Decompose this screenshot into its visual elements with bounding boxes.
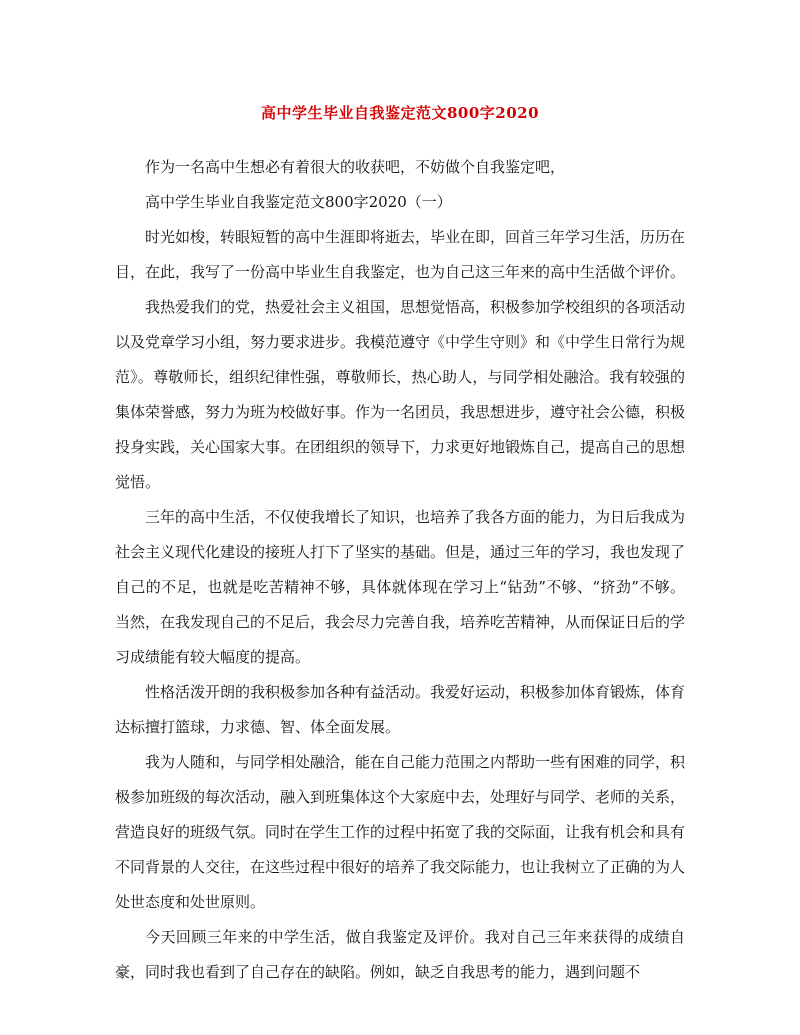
paragraph: 时光如梭，转眼短暂的高中生涯即将逝去，毕业在即，回首三年学习生活，历历在目，在此，我写了一份高中毕业生自我鉴定，也为自己这三年来的高中生活做个评价。 bbox=[115, 228, 686, 281]
paragraph: 我为人随和，与同学相处融洽，能在自己能力范围之内帮助一些有困难的同学，积极参加班级的每次活动，融入到班集体这个大家庭中去，处理好与同学、老师的关系，营造良好的班级气氛。同时在学生工作的过程中拓宽了我的交际面，让我有机会和具有不同背景的人交往，在这些过程中很好的培养了我交际能力，也让我树立了正确的为人处世态度和处世原则。 bbox=[115, 753, 686, 911]
paragraph: 性格活泼开朗的我积极参加各种有益活动。我爱好运动，积极参加体育锻炼，体育达标擅打篮球，力求德、智、体全面发展。 bbox=[115, 683, 686, 736]
paragraph: 今天回顾三年来的中学生活，做自我鉴定及评价。我对自己三年来获得的成绩自豪，同时我也看到了自己存在的缺陷。例如，缺乏自我思考的能力，遇到问题不 bbox=[115, 928, 685, 981]
document-title: 高中学生毕业自我鉴定范文800字2020 bbox=[260, 104, 540, 122]
document-body bbox=[115, 150, 685, 990]
paragraph: 三年的高中生活，不仅使我增长了知识，也培养了我各方面的能力，为日后我成为社会主义现代化建设的接班人打下了坚实的基础。但是，通过三年的学习，我也发现了自己的不足，也就是吃苦精神不够，具体就体现在学习上“钻劲”不够、“挤劲”不够。当然，在我发现自己的不足后，我会尽力完善自我，培养吃苦精神，从而保证日后的学习成绩能有较大幅度的提高。 bbox=[115, 508, 686, 666]
paragraph-intro: 作为一名高中生想必有着很大的收获吧，不妨做个自我鉴定吧， bbox=[145, 158, 566, 176]
paragraph-subtitle: 高中学生毕业自我鉴定范文800字2020（一） bbox=[145, 193, 452, 211]
paragraph: 我热爱我们的党，热爱社会主义祖国，思想觉悟高，积极参加学校组织的各项活动以及党章学习小组，努力要求进步。我模范遵守《中学生守则》和《中学生日常行为规范》。尊敬师长，组织纪律性强，尊敬师长，热心助人，与同学相处融洽。我有较强的集体荣誉感，努力为班为校做好事。作为一名团员，我思想进步，遵守社会公德，积极投身实践，关心国家大事。在团组织的领导下，力求更好地锻炼自己，提高自己的思想觉悟。 bbox=[115, 298, 686, 491]
